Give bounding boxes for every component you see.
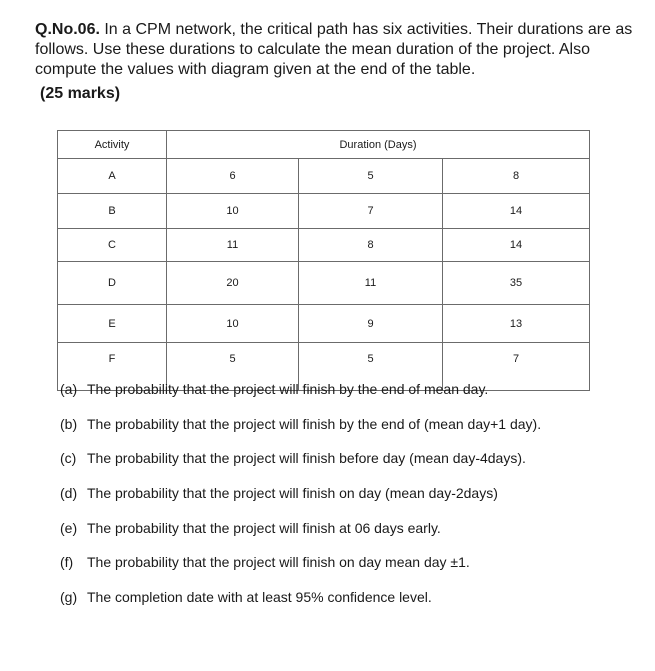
item-label: (d)	[60, 485, 78, 502]
duration-cell: 5	[299, 343, 443, 391]
activity-cell: D	[58, 262, 167, 305]
duration-cell: 7	[299, 194, 443, 229]
sub-questions-list	[60, 379, 541, 622]
duration-cell: 10	[167, 305, 299, 343]
item-label: (b)	[60, 415, 78, 432]
item-text: The completion date with at least 95% confidence level.	[87, 589, 432, 606]
item-label: (g)	[60, 589, 78, 606]
table-row	[58, 194, 590, 229]
table-row	[58, 229, 590, 262]
list-item	[60, 483, 541, 518]
activity-cell: C	[58, 229, 167, 262]
duration-cell: 14	[443, 229, 590, 262]
list-item	[60, 448, 541, 483]
question-body: In a CPM network, the critical path has six activities. Their durations are as follows. Use these durations to calculate the mean duration of the project. Also compute the values with diagram given at the end of the table.	[35, 21, 633, 78]
item-text: The probability that the project will finish on day (mean day-2days)	[87, 485, 498, 502]
list-item	[60, 379, 541, 414]
table-row	[58, 262, 590, 305]
duration-table	[57, 130, 590, 391]
list-item	[60, 414, 541, 449]
table-row	[58, 305, 590, 343]
activity-cell: E	[58, 305, 167, 343]
duration-cell: 20	[167, 262, 299, 305]
duration-cell: 9	[299, 305, 443, 343]
question-number: Q.No.06.	[35, 21, 100, 38]
item-label: (a)	[60, 381, 78, 397]
duration-cell: 7	[443, 343, 590, 391]
duration-cell: 5	[299, 159, 443, 194]
item-label: (e)	[60, 519, 78, 536]
activity-cell: A	[58, 159, 167, 194]
question-text	[35, 20, 647, 80]
duration-cell: 35	[443, 262, 590, 305]
header-activity: Activity	[58, 131, 167, 159]
table-header-row	[58, 131, 590, 159]
item-label: (f)	[60, 554, 74, 571]
duration-cell: 11	[167, 229, 299, 262]
duration-cell: 13	[443, 305, 590, 343]
item-text: The probability that the project will finish on day mean day ±1.	[87, 554, 470, 571]
list-item	[60, 552, 541, 587]
list-item	[60, 518, 541, 553]
duration-cell: 8	[299, 229, 443, 262]
duration-cell: 8	[443, 159, 590, 194]
item-text: The probability that the project will finish before day (mean day-4days).	[87, 450, 526, 467]
header-duration: Duration (Days)	[167, 131, 590, 159]
table-row	[58, 159, 590, 194]
duration-cell: 5	[167, 343, 299, 391]
duration-cell: 14	[443, 194, 590, 229]
item-label: (c)	[60, 450, 77, 467]
question-marks: (25 marks)	[40, 85, 121, 102]
duration-cell: 11	[299, 262, 443, 305]
activity-cell: B	[58, 194, 167, 229]
list-item	[60, 587, 541, 622]
item-text: The probability that the project will finish at 06 days early.	[87, 519, 441, 536]
item-text: The probability that the project will finish by the end of mean day.	[87, 381, 489, 397]
duration-cell: 10	[167, 194, 299, 229]
item-text: The probability that the project will finish by the end of (mean day+1 day).	[87, 415, 542, 432]
activity-cell: F	[58, 343, 167, 391]
duration-cell: 6	[167, 159, 299, 194]
